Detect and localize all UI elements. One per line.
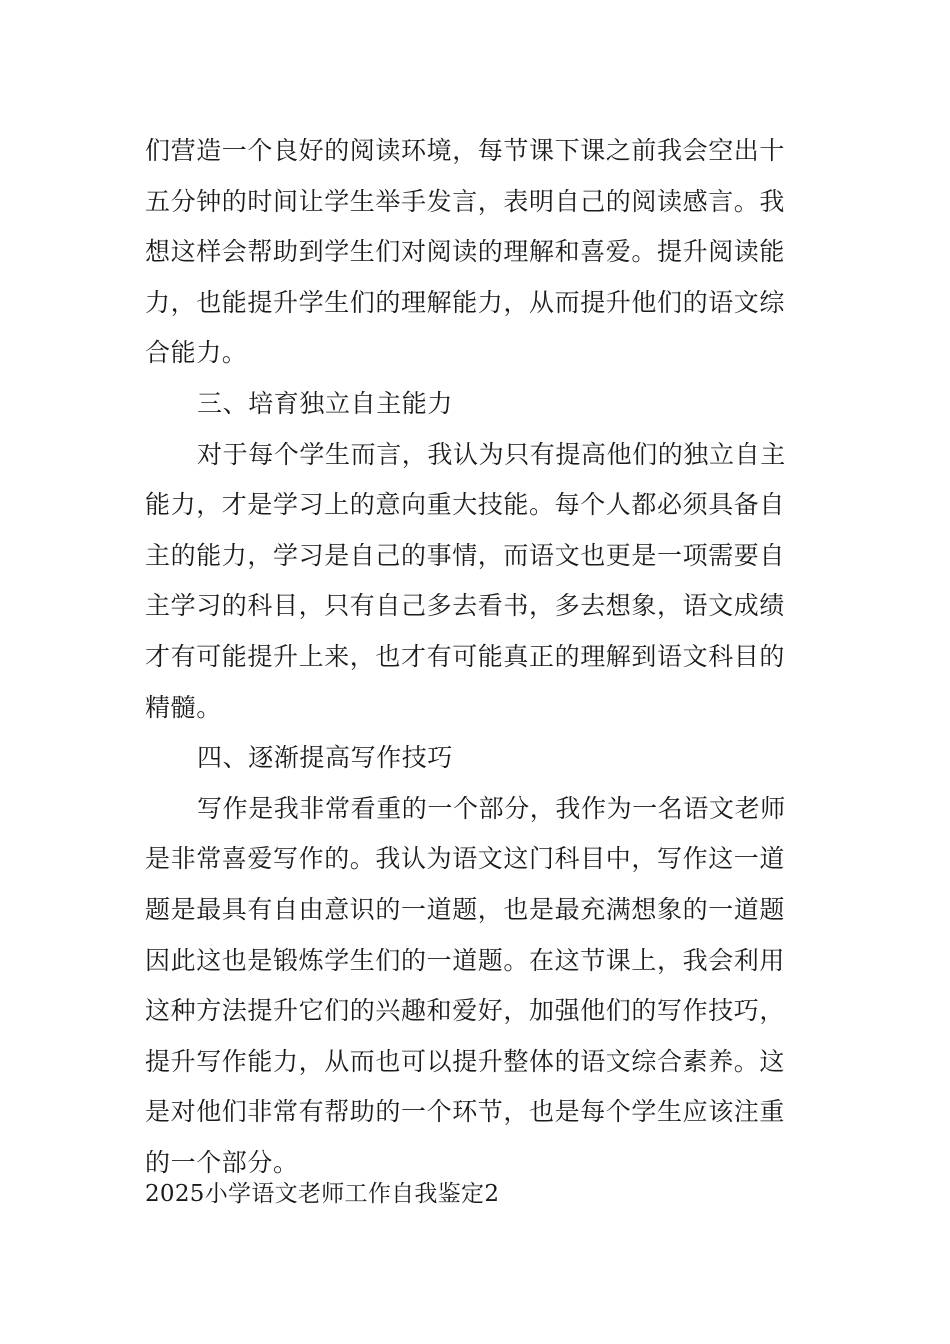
document-body	[145, 126, 807, 1188]
section-heading-3: 三、培育独立自主能力	[197, 388, 454, 418]
paragraph-line: 是对他们非常有帮助的一个环节，也是每个学生应该注重	[145, 1097, 786, 1127]
paragraph-line: 对于每个学生而言，我认为只有提高他们的独立自主	[197, 439, 786, 469]
paragraph-line: 是非常喜爱写作的。我认为语文这门科目中，写作这一道	[145, 844, 786, 874]
section-heading-4: 四、逐渐提高写作技巧	[197, 743, 454, 773]
paragraph-line: 才有可能提升上来，也才有可能真正的理解到语文科目的	[145, 641, 786, 671]
paragraph-line: 们营造一个良好的阅读环境，每节课下课之前我会空出十	[145, 136, 786, 165]
paragraph-line: 能力，才是学习上的意向重大技能。每个人都必须具备自	[145, 490, 786, 520]
paragraph-line: 想这样会帮助到学生们对阅读的理解和喜爱。提升阅读能	[145, 237, 786, 267]
paragraph-line: 题是最具有自由意识的一道题，也是最充满想象的一道题	[145, 894, 786, 924]
paragraph-line: 这种方法提升它们的兴趣和爱好，加强他们的写作技巧，	[145, 996, 786, 1026]
paragraph-line: 写作是我非常看重的一个部分，我作为一名语文老师	[197, 793, 786, 823]
paragraph-line: 的一个部分。	[145, 1147, 299, 1177]
paragraph-line: 主学习的科目，只有自己多去看书，多去想象，语文成绩	[145, 591, 786, 621]
document-section-title: 2025小学语文老师工作自我鉴定2	[145, 1181, 500, 1207]
paragraph-line: 因此这也是锻炼学生们的一道题。在这节课上，我会利用	[145, 945, 786, 975]
paragraph-line: 合能力。	[145, 338, 248, 368]
paragraph-line: 主的能力，学习是自己的事情，而语文也更是一项需要自	[145, 540, 786, 570]
paragraph-line: 力，也能提升学生们的理解能力，从而提升他们的语文综	[145, 287, 786, 317]
paragraph-line: 精髓。	[145, 692, 222, 722]
paragraph-line: 五分钟的时间让学生举手发言，表明自己的阅读感言。我	[145, 186, 786, 216]
paragraph-line: 提升写作能力，从而也可以提升整体的语文综合素养。这	[145, 1046, 786, 1076]
